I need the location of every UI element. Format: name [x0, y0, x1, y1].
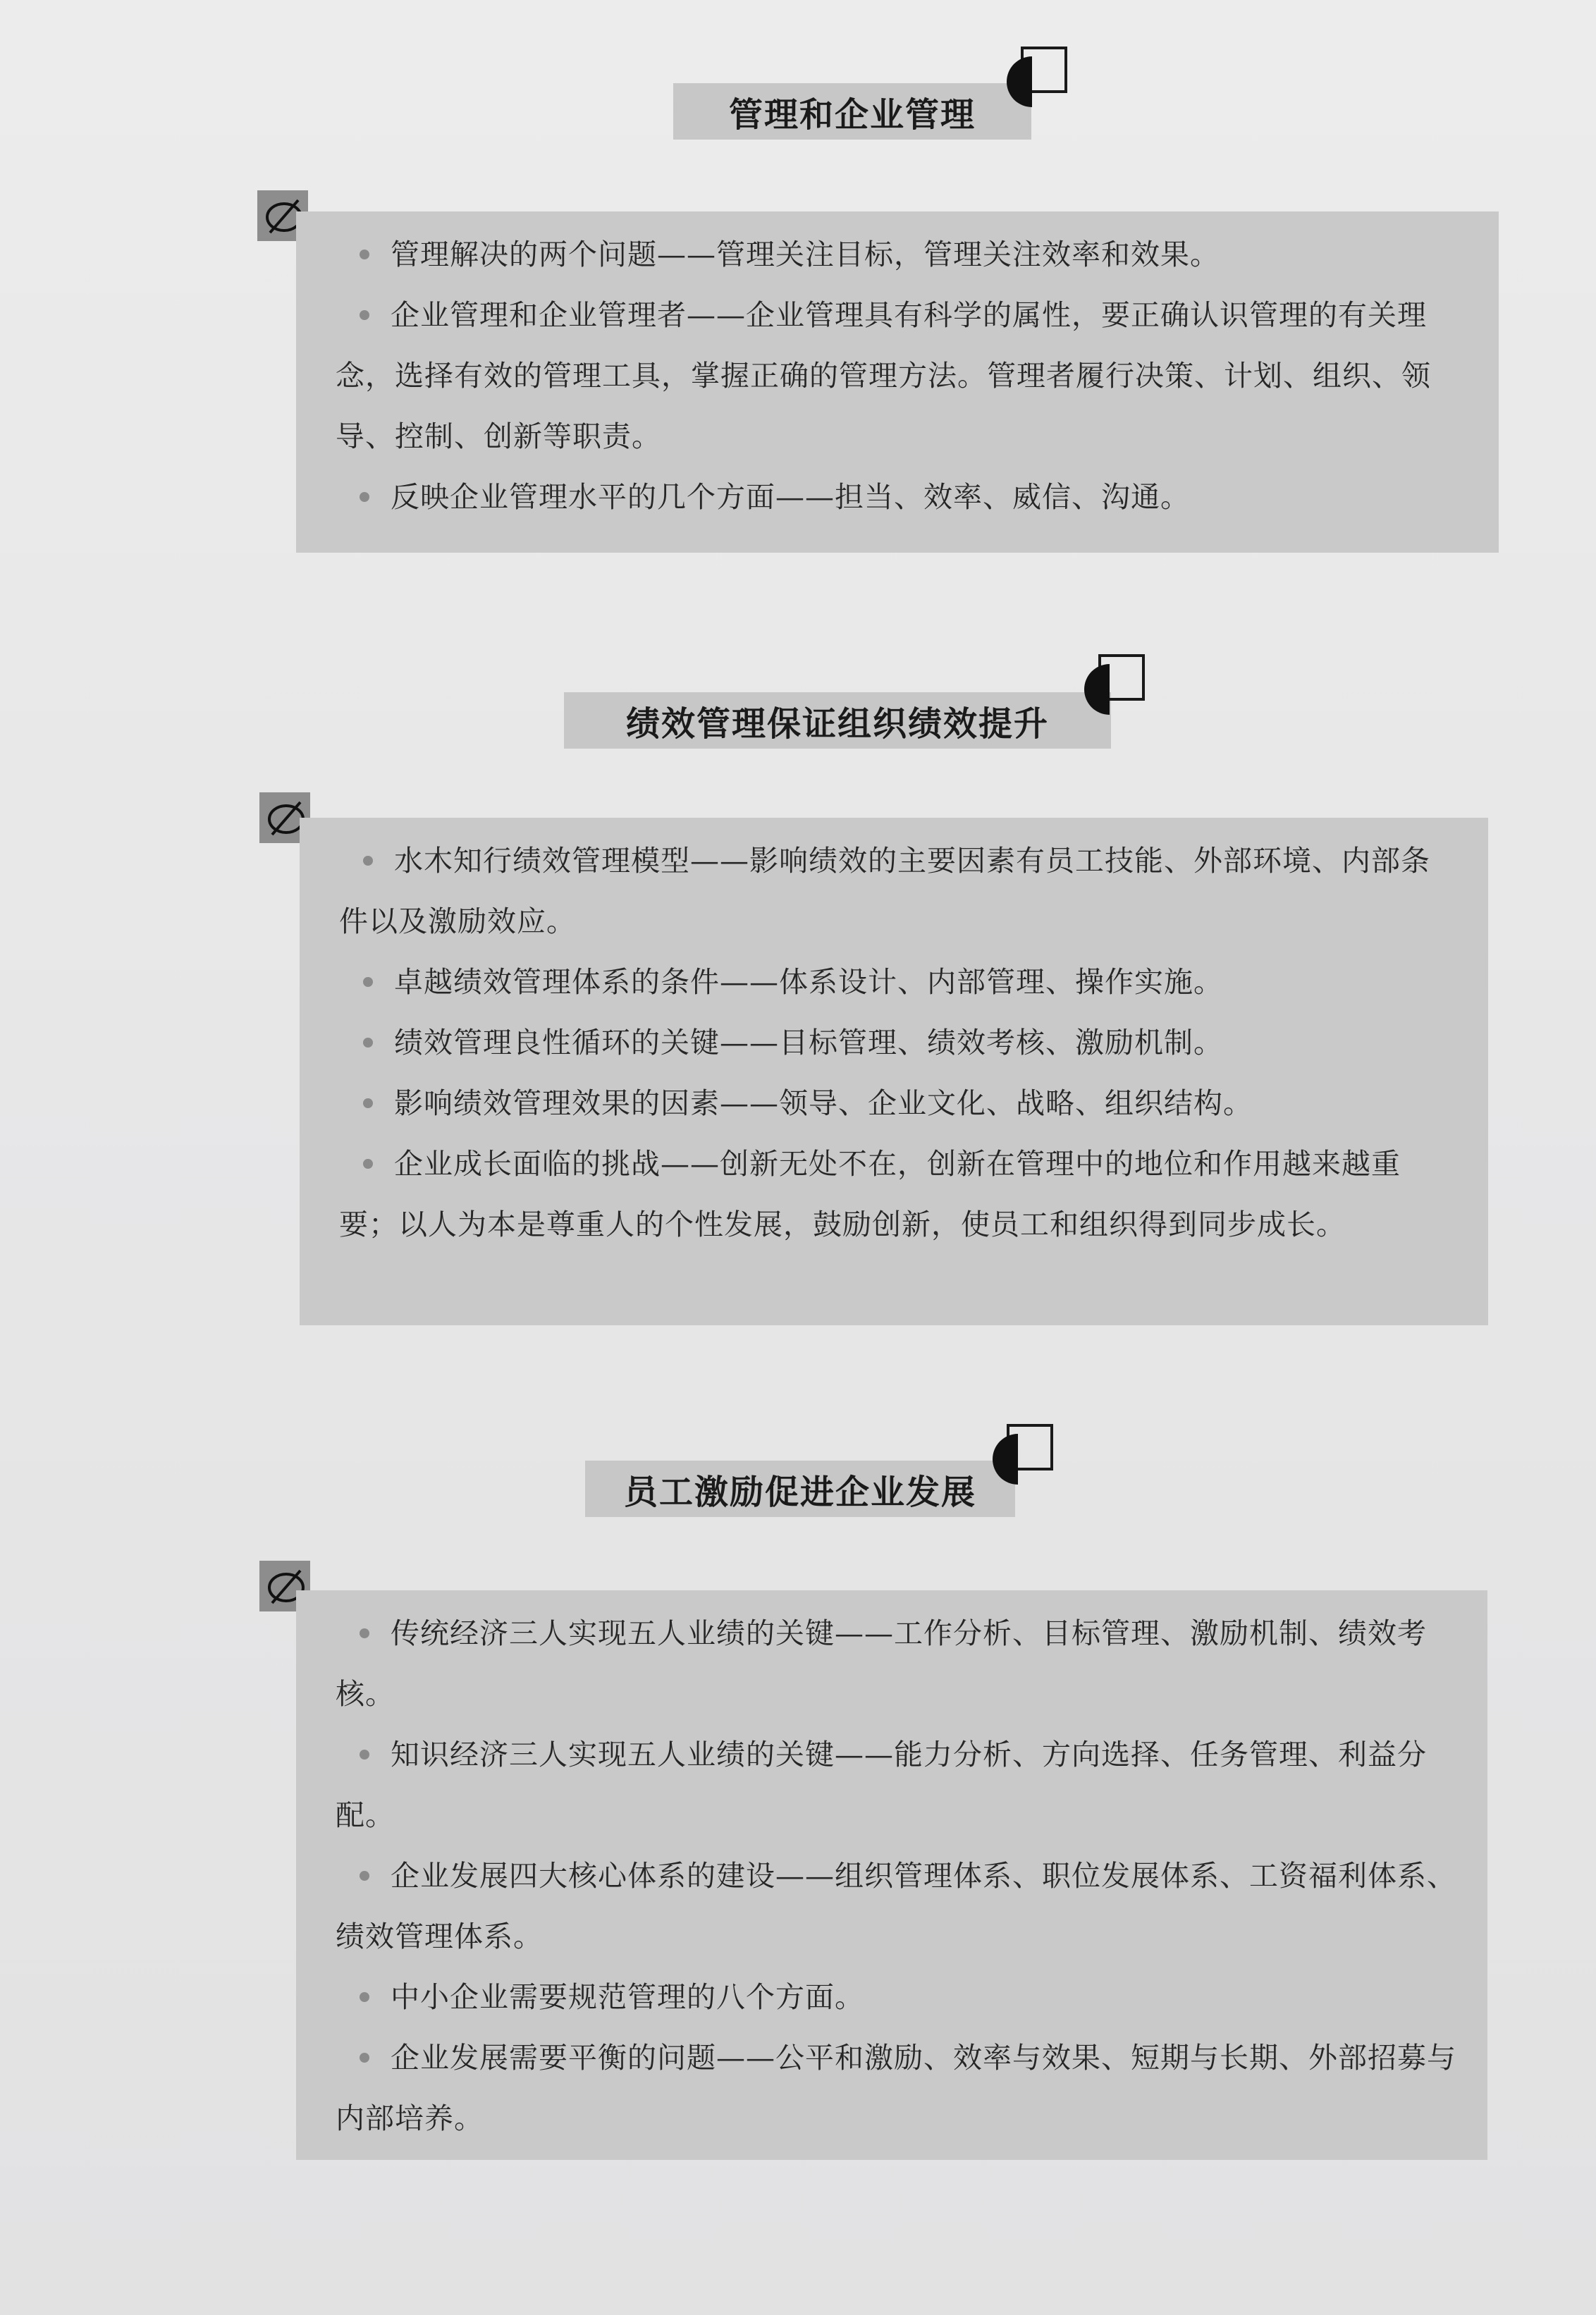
bullet-dot-icon	[360, 250, 369, 259]
summary-item: 中小企业需要规范管理的八个方面。	[336, 1967, 1456, 2027]
bullet-dot-icon	[363, 1098, 373, 1108]
summary-item: 水木知行绩效管理模型——影响绩效的主要因素有员工技能、外部环境、内部条件以及激励效应。	[339, 844, 1430, 938]
summary-item: 影响绩效管理效果的因素——领导、企业文化、战略、组织结构。	[339, 1073, 1457, 1134]
bullet-dot-icon	[360, 1871, 369, 1881]
bullet-dot-icon	[363, 1038, 373, 1048]
corner-half-circle-icon	[1079, 654, 1149, 725]
summary-item: 管理解决的两个问题——管理关注目标，管理关注效率和效果。	[336, 224, 1468, 285]
summary-item: 企业成长面临的挑战——创新无处不在，创新在管理中的地位和作用越来越重要；以人为本是尊重人的个性发展，鼓励创新，使员工和组织得到同步成长。	[339, 1147, 1401, 1241]
bullet-dot-icon	[360, 2053, 369, 2063]
section-title: 绩效管理保证组织绩效提升	[564, 692, 1111, 749]
bullet-dot-icon	[363, 977, 373, 987]
summary-panel	[296, 211, 1499, 553]
summary-item: 绩效管理良性循环的关键——目标管理、绩效考核、激励机制。	[339, 1012, 1457, 1073]
bullet-dot-icon	[363, 1159, 373, 1169]
bullet-dot-icon	[360, 492, 369, 502]
summary-item: 传统经济三人实现五人业绩的关键——工作分析、目标管理、激励机制、绩效考核。	[336, 1616, 1427, 1711]
section-title: 员工激励促进企业发展	[585, 1461, 1015, 1517]
bullet-dot-icon	[360, 1992, 369, 2002]
summary-item: 反映企业管理水平的几个方面——担当、效率、威信、沟通。	[336, 467, 1468, 527]
summary-panel	[300, 818, 1488, 1325]
summary-item: 卓越绩效管理体系的条件——体系设计、内部管理、操作实施。	[339, 952, 1457, 1012]
bullet-dot-icon	[363, 856, 373, 866]
summary-item: 企业发展需要平衡的问题——公平和激励、效率与效果、短期与长期、外部招募与内部培养。	[336, 2041, 1456, 2135]
section-title: 管理和企业管理	[673, 83, 1031, 140]
summary-item: 知识经济三人实现五人业绩的关键——能力分析、方向选择、任务管理、利益分配。	[336, 1738, 1427, 1832]
corner-half-circle-icon	[987, 1424, 1057, 1494]
bullet-dot-icon	[360, 1628, 369, 1638]
summary-panel	[296, 1590, 1487, 2160]
corner-half-circle-icon	[1001, 47, 1072, 117]
summary-item: 企业管理和企业管理者——企业管理具有科学的属性，要正确认识管理的有关理念，选择有效的管理工具，掌握正确的管理方法。管理者履行决策、计划、组织、领导、控制、创新等职责。	[336, 298, 1431, 453]
bullet-dot-icon	[360, 310, 369, 320]
bullet-dot-icon	[360, 1750, 369, 1760]
summary-item: 企业发展四大核心体系的建设——组织管理体系、职位发展体系、工资福利体系、绩效管理体系。	[336, 1859, 1456, 1953]
